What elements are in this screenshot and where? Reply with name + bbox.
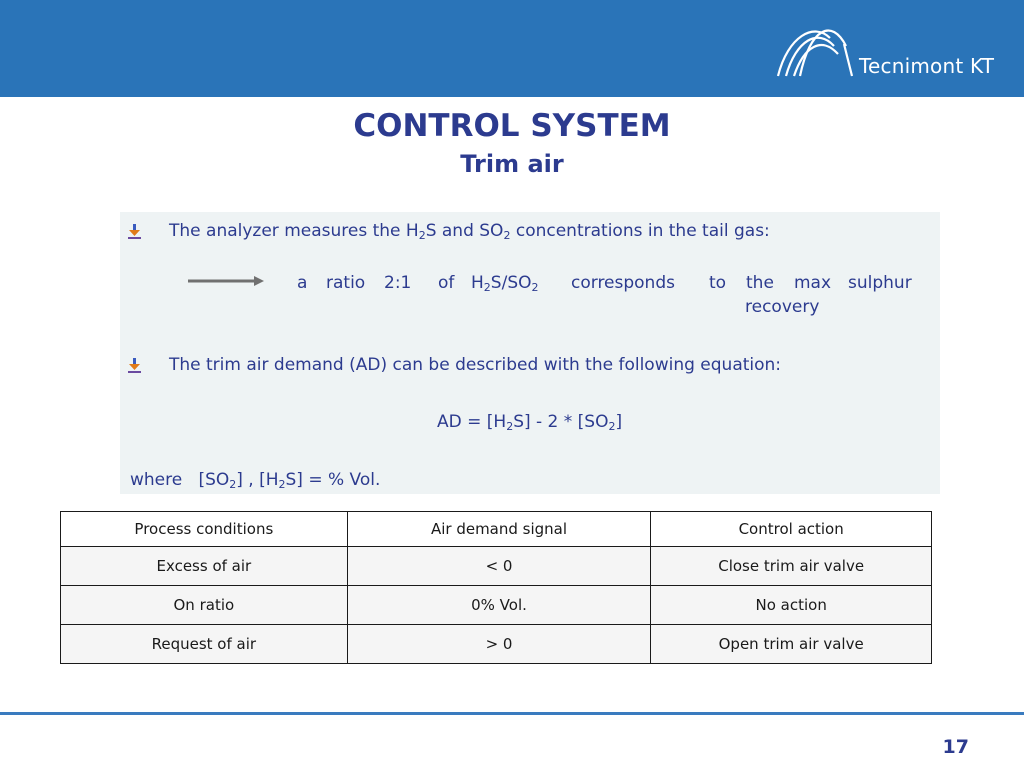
where-line: where $[SO_2]$ , $[H_2S]$ = % Vol. [130,470,381,491]
header-bar [0,0,1024,97]
bullet2-text: The trim air demand (AD) can be described with the following equation: [169,355,782,375]
tecnimont-arcs-icon [774,18,854,82]
bullet1-text: The analyzer measures the $H_2S$ and $SO_2$ concentrations in the tail gas: [169,221,770,242]
table-cell: Open trim air valve [651,625,932,664]
control-table [60,511,932,664]
table-cell: < 0 [347,547,651,586]
table-cell: 0% Vol. [347,586,651,625]
table-cell: Excess of air [61,547,348,586]
content-panel: The analyzer measures the $H_2S$ and $SO_2$ concentrations in the tail gas: a ratio 2:1 of $H_2S/SO_2$ corresponds to the max sulphur recovery The trim air demand (AD) can be described with the following equation: AD = $[H_2S] - 2 * [SO_2]$ where $[SO_2]$ , $[H_2S]$ = % Vol. [120,212,940,494]
table-header: Control action [651,512,932,547]
table-cell: > 0 [347,625,651,664]
table-cell: On ratio [61,586,348,625]
bullet-arrow-icon [128,358,142,374]
table-header: Air demand signal [347,512,651,547]
page-number: 17 [942,736,969,758]
table-cell: Request of air [61,625,348,664]
table-row [61,586,932,625]
equation: AD = $[H_2S] - 2 * [SO_2]$ [437,412,623,433]
table-row [61,625,932,664]
table-cell: No action [651,586,932,625]
page-subtitle: Trim air [460,150,564,178]
ratio-formula: $H_2S/SO_2$ [471,273,539,294]
right-arrow-icon [186,274,266,288]
table-cell: Close trim air valve [651,547,932,586]
ratio-line2: recovery [745,297,820,317]
table-header-row [61,512,932,547]
table-row [61,547,932,586]
company-logo [774,18,1004,82]
logo-text: Tecnimont KT [859,54,995,78]
footer-divider [0,712,1024,715]
table-header: Process conditions [61,512,348,547]
bullet-arrow-icon [128,224,142,240]
page-title: CONTROL SYSTEM [353,108,671,144]
